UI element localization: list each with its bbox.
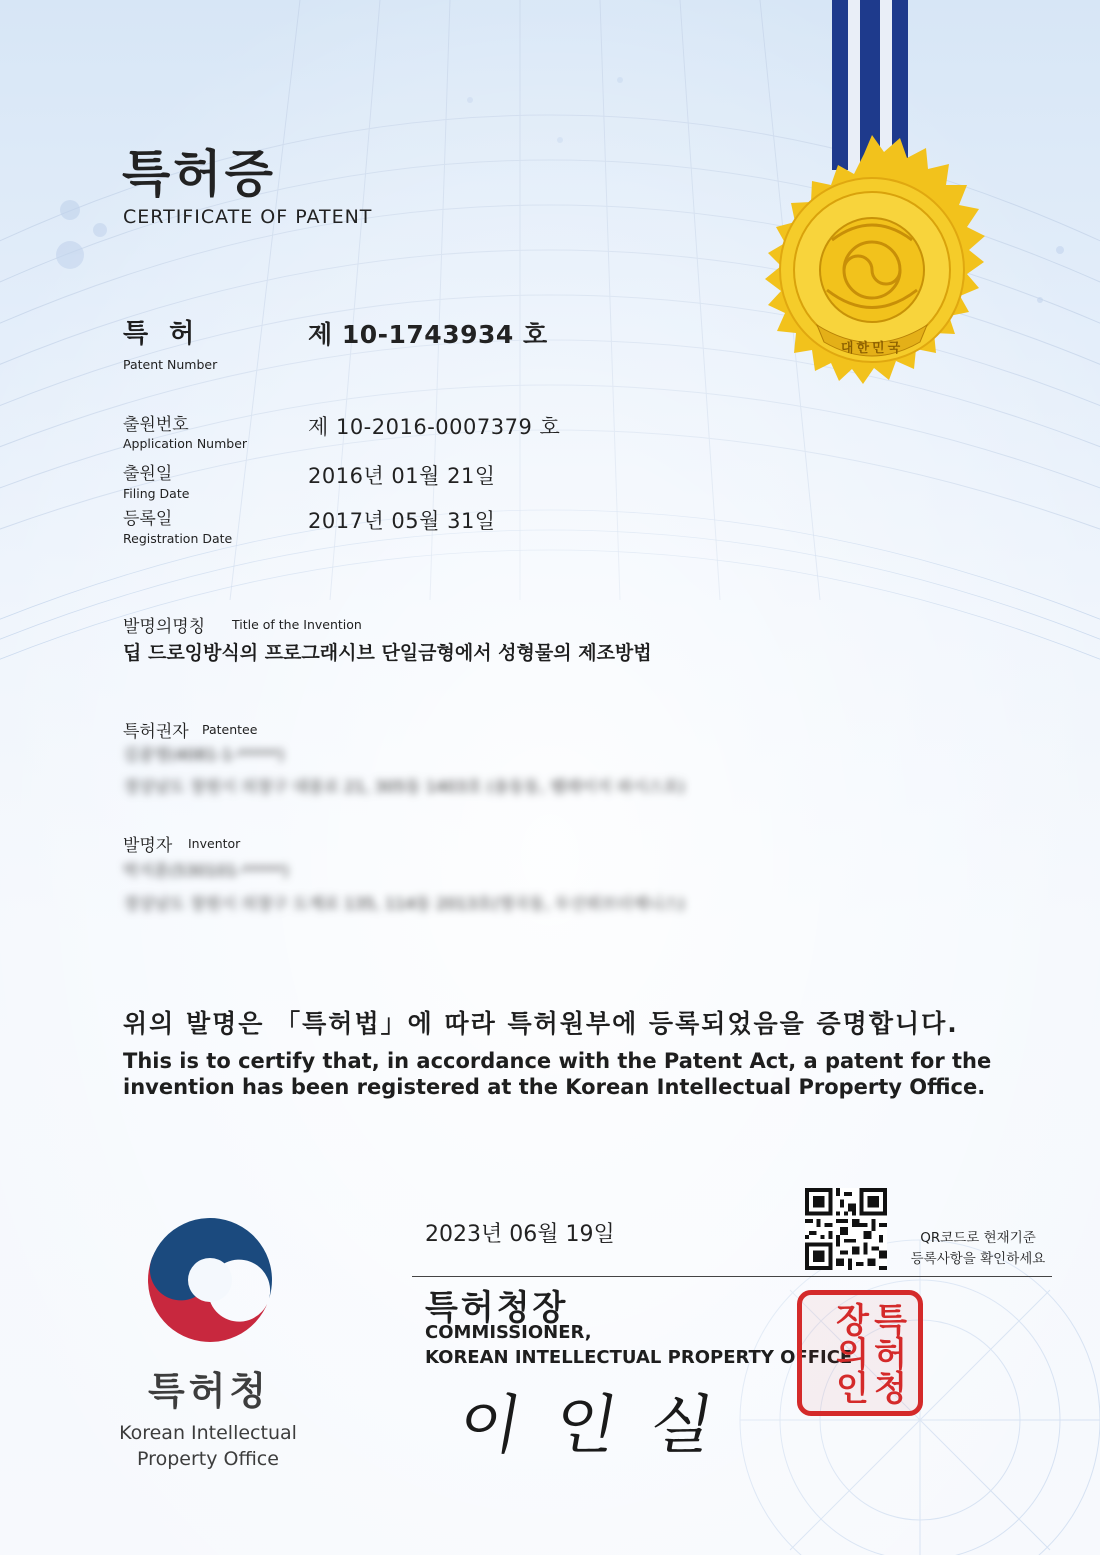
filing-date-label-ko: 출원일 [123, 464, 173, 484]
filing-date-label-en: Filing Date [123, 486, 190, 501]
kipo-taegeuk-logo [140, 1210, 280, 1350]
invention-title-label-en: Title of the Invention [232, 617, 362, 632]
patentee-name-redacted: 김종명(4081-1-*****) [123, 745, 285, 764]
qr-instruction [898, 1228, 1058, 1270]
commissioner-signature: 이인실 [452, 1389, 753, 1463]
patentee-address-redacted: 경상남도 창원시 의창구 대룡로 21, 305동 1403호 (용동동, 팰레이지 파시스포) [123, 777, 685, 796]
invention-title-label-ko: 발명의명칭 [123, 617, 206, 637]
official-red-stamp [797, 1290, 923, 1416]
inventor-address-redacted: 경상남도 창원시 의창구 도계로 135, 114동 2013호(명곡동, 두산위브더제니스) [123, 894, 685, 913]
application-number-value: 제 10-2016-0007379 호 [308, 415, 561, 439]
registration-date-label-ko: 등록일 [123, 509, 173, 529]
qr-instruction-line2: 등록사항을 확인하세요 [910, 1251, 1046, 1267]
qr-code[interactable] [805, 1188, 887, 1270]
kipo-name-en-line1: Korean Intellectual [119, 1422, 297, 1444]
certificate-title-en: CERTIFICATE OF PATENT [123, 206, 373, 228]
invention-title: 딥 드로잉방식의 프로그래시브 단일금형에서 성형물의 제조방법 [123, 642, 652, 664]
kipo-name-en [118, 1420, 298, 1472]
commissioner-title-en-line1: COMMISSIONER, [425, 1322, 592, 1343]
certificate-title-ko: 특허증 [122, 145, 276, 203]
filing-date-value: 2016년 01월 21일 [308, 464, 496, 488]
signature-divider [412, 1276, 1052, 1277]
kipo-name-en-line2: Property Office [137, 1448, 279, 1470]
certification-statement-ko: 위의 발명은 「특허법」에 따라 특허원부에 등록되었음을 증명합니다. [123, 1009, 959, 1038]
commissioner-title-ko: 특허청장 [425, 1288, 569, 1328]
patent-number-value: 제 10-1743934 호 [308, 320, 548, 349]
application-number-label-ko: 출원번호 [123, 415, 189, 435]
issue-date: 2023년 06월 19일 [425, 1222, 615, 1247]
official-stamp-text: 특허청장의인 [829, 1302, 907, 1404]
commissioner-title-en-line2: KOREAN INTELLECTUAL PROPERTY OFFICE [425, 1347, 853, 1368]
kipo-name-ko: 특허청 [148, 1369, 271, 1413]
gold-seal-emblem [730, 0, 1020, 420]
qr-instruction-line1: QR코드로 현재기준 [920, 1230, 1036, 1246]
application-number-label-en: Application Number [123, 436, 248, 451]
patent-number-label-ko: 특 허 [123, 319, 201, 349]
inventor-label-en: Inventor [188, 836, 241, 851]
patent-number-label-en: Patent Number [123, 357, 218, 372]
inventor-name-redacted: 박지훈(530101-*****) [123, 861, 289, 880]
patentee-label-en: Patentee [202, 722, 258, 737]
certification-statement-en: This is to certify that, in accordance with the Patent Act, a patent for the invention has been registered at the Korean Intellectual Property Office. [123, 1049, 992, 1099]
registration-date-label-en: Registration Date [123, 531, 233, 546]
registration-date-value: 2017년 05월 31일 [308, 509, 496, 533]
seal-ribbon-text: 대한민국 [840, 341, 904, 356]
inventor-label-ko: 발명자 [123, 836, 173, 856]
patentee-label-ko: 특허권자 [123, 722, 189, 742]
